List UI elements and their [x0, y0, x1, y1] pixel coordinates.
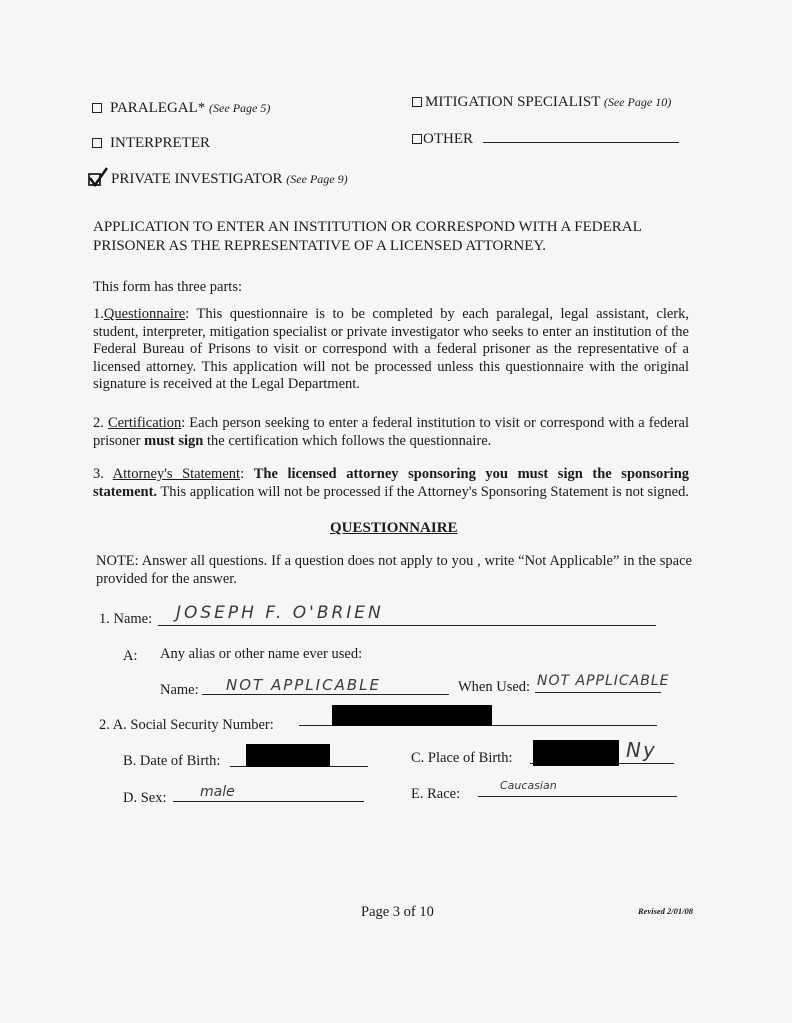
race-label: E. Race: [411, 786, 461, 802]
checked-box-icon[interactable] [87, 166, 109, 188]
application-heading: APPLICATION TO ENTER AN INSTITUTION OR CORRESPOND WITH A FEDERAL PRISONER AS THE REPRESENTATIVE OF A LICENSED ATTORNEY. [93, 219, 642, 254]
dob-label: B. Date of Birth: [123, 753, 221, 769]
part3-paragraph [93, 466, 689, 501]
checkbox-other[interactable] [412, 134, 422, 144]
part2-paragraph [93, 415, 689, 450]
revised-date: Revised 2/01/08 [638, 906, 694, 916]
alias-name-label: Name: [160, 682, 199, 698]
questionnaire-title: QUESTIONNAIRE [330, 520, 458, 536]
part3-text-b: This application will not be processed if the Attorney's Sponsoring Statement is not signed. [157, 483, 689, 500]
part1-text: : This questionnaire is to be completed by each paralegal, legal assistant, clerk, student, interpreter, mitigation specialist or private investigator who seeks to enter an institution of the Federal Bureau of Prisons to visit or correspond with a federal prisoner as the representative of a licensed attorney. This application will not be processed unless this questionnaire with the original signature is received at the Legal Department. [93, 306, 689, 392]
role-investigator-note: (See Page 9) [286, 172, 348, 186]
ssn-label: 2. A. Social Security Number: [99, 717, 274, 733]
checkbox-interpreter[interactable] [92, 138, 102, 148]
part2-text-a: : Each person seeking to enter a federal institution to visit or correspond with a federal prisoner [93, 415, 689, 449]
dob-redaction [246, 744, 330, 767]
part3-number: 3. [93, 466, 113, 482]
role-investigator[interactable] [111, 171, 348, 188]
part1-paragraph [93, 306, 689, 394]
role-investigator-label: PRIVATE INVESTIGATOR [111, 171, 283, 187]
role-mitigation-note: (See Page 10) [603, 95, 672, 109]
role-other[interactable] [412, 131, 679, 148]
race-line [478, 796, 677, 797]
role-paralegal[interactable] [92, 100, 270, 117]
intro-text: This form has three parts: [93, 279, 242, 295]
part1-title: Questionnaire [103, 306, 186, 322]
qa-label: Any alias or other name ever used: [160, 646, 363, 662]
role-mitigation-label: MITIGATION SPECIALIST [425, 94, 601, 110]
alias-name-line [202, 694, 449, 695]
page-number: Page 3 of 10 [361, 904, 434, 920]
part2-number: 2. [93, 415, 108, 431]
role-mitigation[interactable] [412, 94, 671, 111]
checkbox-paralegal[interactable] [92, 103, 102, 113]
part2-bold: must sign [144, 432, 204, 449]
when-used-value[interactable]: NOT APPLICABLE [537, 673, 670, 689]
pob-value[interactable]: Ny [626, 738, 657, 762]
race-value[interactable]: Caucasian [500, 779, 557, 792]
sex-line [173, 801, 364, 802]
when-used-label: When Used: [458, 679, 531, 695]
part2-text-b: the certification which follows the questionnaire. [203, 432, 492, 449]
role-paralegal-note: (See Page 5) [209, 101, 271, 115]
sex-label: D. Sex: [123, 790, 167, 806]
q1-name-line [158, 625, 656, 626]
q1-name-value[interactable]: JOSEPH F. O'BRIEN [176, 603, 384, 623]
role-paralegal-label: PARALEGAL* [110, 100, 206, 116]
part2-title: Certification [107, 415, 182, 431]
ssn-redaction [332, 705, 492, 726]
part3-title: Attorney's Statement [112, 466, 241, 482]
role-interpreter-label: INTERPRETER [110, 135, 210, 151]
alias-name-value[interactable]: NOT APPLICABLE [226, 676, 381, 694]
part3-text-a: : [240, 466, 254, 482]
sex-value[interactable]: male [200, 784, 235, 800]
pob-label: C. Place of Birth: [411, 750, 513, 766]
qa-letter: A: [123, 648, 138, 664]
note-text: NOTE: Answer all questions. If a question does not apply to you , write “Not Applicable” in the space provided for the answer. [96, 553, 692, 587]
pob-redaction [533, 740, 619, 766]
role-other-label: OTHER [423, 131, 473, 147]
q1-label: 1. Name: [99, 611, 153, 627]
other-blank[interactable] [483, 142, 679, 143]
when-used-line [535, 692, 661, 693]
part3-bold: The licensed attorney sponsoring you must sign the sponsoring statement. [93, 466, 690, 500]
checkbox-mitigation[interactable] [412, 97, 422, 107]
role-interpreter[interactable] [92, 135, 210, 152]
part1-number: 1. [93, 306, 104, 322]
